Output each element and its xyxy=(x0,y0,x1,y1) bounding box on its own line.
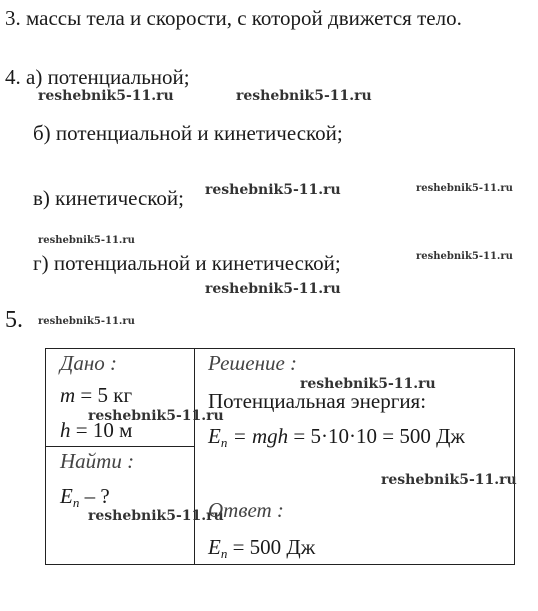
solution-text: Потенциальная энергия: xyxy=(208,389,427,413)
formula-calculation: = 5·10·10 = 500 Дж xyxy=(293,424,465,448)
solution-header: Решение : xyxy=(208,351,298,375)
watermark: reshebnik5-11.ru xyxy=(205,281,341,297)
item-4b-text: б) потенциальной и кинетической; xyxy=(33,121,343,145)
watermark: reshebnik5-11.ru xyxy=(416,183,513,194)
energy-subscript: п xyxy=(72,495,80,510)
watermark: reshebnik5-11.ru xyxy=(38,235,135,246)
item-4a-text: 4. а) потенциальной; xyxy=(5,65,190,89)
item-4d-text: г) потенциальной и кинетической; xyxy=(33,251,341,275)
find-question: – ? xyxy=(84,484,110,508)
item-3-text: 3. массы тела и скорости, с которой движется тело. xyxy=(5,6,462,30)
formula-subscript: п xyxy=(220,435,228,450)
find-header: Найти : xyxy=(60,449,135,473)
answer-symbol: E xyxy=(208,535,221,559)
watermark: reshebnik5-11.ru xyxy=(381,472,517,488)
given-mass xyxy=(60,385,132,406)
mass-value: = 5 кг xyxy=(80,383,133,407)
answer-result: = 500 Дж xyxy=(232,535,316,559)
watermark: reshebnik5-11.ru xyxy=(88,408,224,424)
given-height xyxy=(60,420,132,441)
height-symbol: h xyxy=(60,418,71,442)
table-divider-horizontal xyxy=(45,446,195,447)
formula-expression: = mgh xyxy=(232,424,289,448)
watermark: reshebnik5-11.ru xyxy=(88,508,224,524)
solution-formula xyxy=(208,426,465,449)
watermark: reshebnik5-11.ru xyxy=(38,316,135,327)
formula-symbol: E xyxy=(208,424,221,448)
energy-symbol: E xyxy=(60,484,73,508)
height-value: = 10 м xyxy=(75,418,133,442)
item-5-number: 5. xyxy=(5,307,23,333)
answer-header: Ответ : xyxy=(208,498,284,522)
answer-subscript: п xyxy=(220,546,228,561)
watermark: reshebnik5-11.ru xyxy=(416,251,513,262)
watermark: reshebnik5-11.ru xyxy=(205,182,341,198)
given-header: Дано : xyxy=(60,351,118,375)
answer-value xyxy=(208,537,315,560)
table-divider-vertical xyxy=(194,348,195,565)
mass-symbol: m xyxy=(60,383,76,407)
watermark: reshebnik5-11.ru xyxy=(236,88,372,104)
find-variable xyxy=(60,486,110,509)
watermark: reshebnik5-11.ru xyxy=(300,376,436,392)
watermark: reshebnik5-11.ru xyxy=(38,88,174,104)
item-4c-text: в) кинетической; xyxy=(33,186,185,210)
